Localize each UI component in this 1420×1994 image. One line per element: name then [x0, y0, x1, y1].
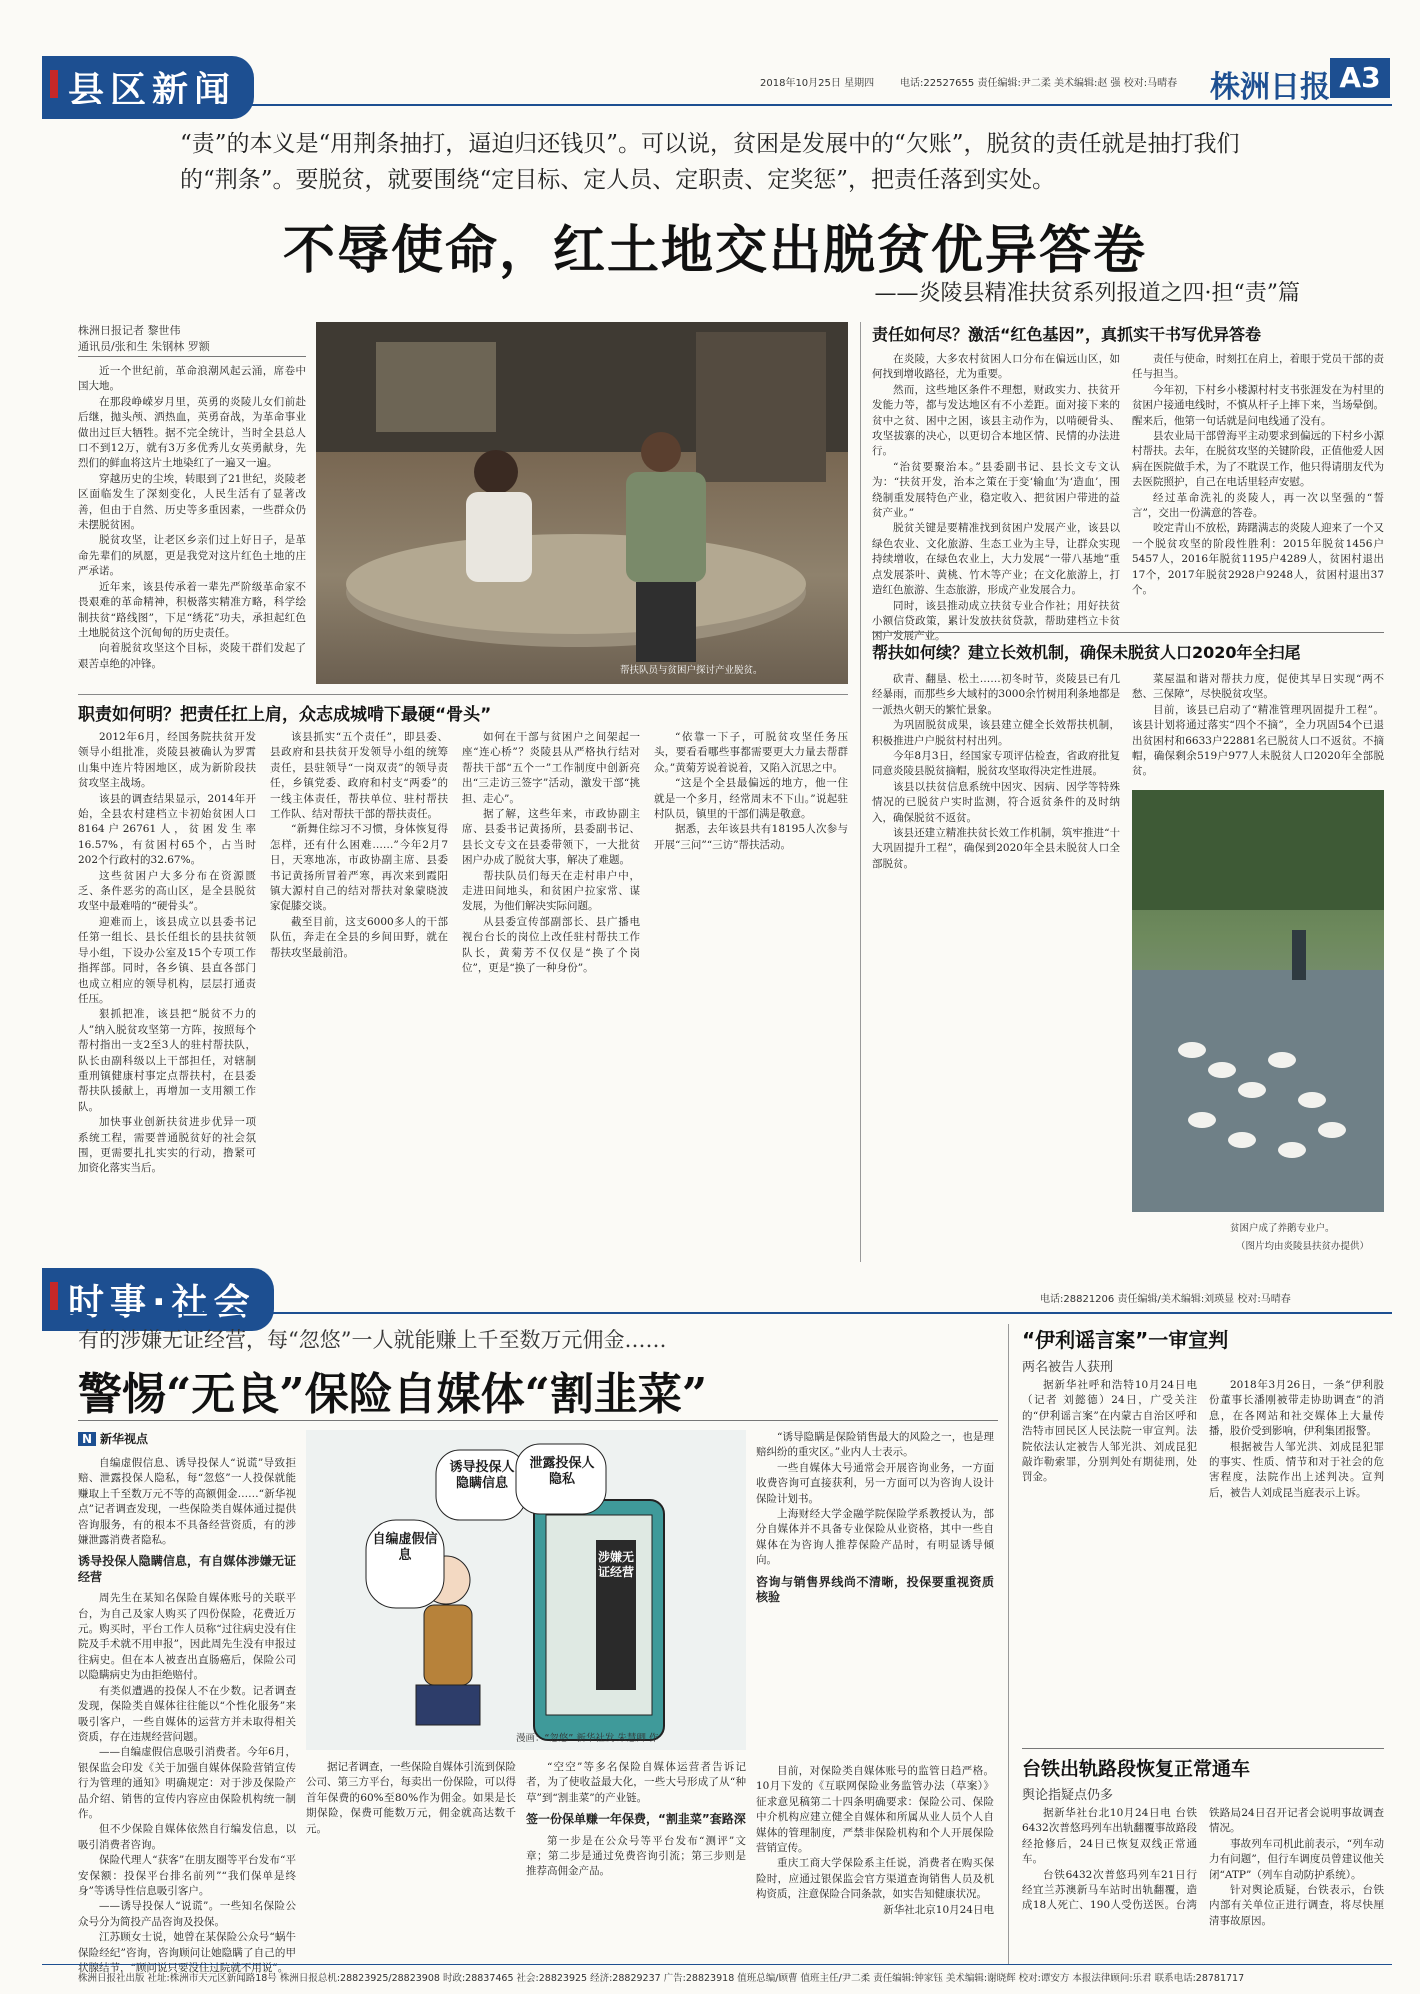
lead-subtitle: ——炎陵县精准扶贫系列报道之四·担“责”篇 — [874, 281, 1300, 306]
paragraph: 同时，该县推动成立扶贫专业合作社；用好扶贫小额信贷政策，累计发放扶贫贷款，帮助建档立卡贫困户发展产业。 — [872, 599, 1120, 643]
paragraph: “治贫要聚治本。”县委副书记、县长文专文认为：“扶贫开发，治本之策在于变‘输血’为‘造血’，围绕制重发展特色产业，稳定收入、把贫困户带进的益贫产业。” — [872, 460, 1120, 520]
side2-rule — [1022, 1748, 1384, 1749]
paragraph: 针对舆论质疑，台铁表示，台铁内部有关单位正进行调查，将尽快厘清事故原因。 — [1209, 1884, 1384, 1927]
paragraph: 上海财经大学金融学院保险学系教授认为，部分自媒体并不具备专业保险从业资格，其中一些自媒体在为咨询人推荐保险产品时，有明显诱导倾向。 — [756, 1508, 994, 1567]
paragraph: 2018年3月26日，一条“伊利股份董事长潘刚被带走协助调查”的消息，在各网站和社交媒体上大量传播，股价受到影响，伊利集团报警。 — [1209, 1379, 1384, 1438]
byline-rule — [78, 356, 306, 357]
paragraph: 为巩固脱贫成果，该县建立健全长效帮扶机制，积极推进户户脱贫村村出列。 — [872, 719, 1120, 747]
article-b-kicker: 有的涉嫌无证经营，每“忽悠”一人就能赚上千至数万元佣金…… — [78, 1328, 667, 1352]
sec2-col1 — [872, 352, 1120, 643]
subhead: 诱导投保人隐瞒信息，有自媒体涉嫌无证经营 — [78, 1554, 296, 1584]
header-editors: 电话:22527655 责任编辑:尹二柔 美术编辑:赵 强 校对:马晴春 — [900, 78, 1178, 89]
paragraph: 加快事业创新扶贫进步优异一项系统工程，需要普通脱贫好的社会氛围，更需要扎扎实实的行动，撸紧可加资化落实当后。 — [78, 1116, 256, 1175]
sec1-col3 — [462, 730, 640, 1250]
paragraph: 近一个世纪前，革命浪潮风起云涌，席卷中国大地。 — [78, 365, 306, 393]
paragraph: 在炎陵，大多农村贫困人口分布在偏远山区，如何找到增收路径，尤为重要。 — [872, 353, 1120, 381]
paragraph: 事故列车司机此前表示，“列车动力有问题”，但行车调度员曾建议他关闭“ATP”（列车自动防护系统）。 — [1209, 1837, 1384, 1881]
paragraph: 向着脱贫攻坚这个目标，炎陵干群们发起了艰苦卓绝的冲锋。 — [78, 642, 306, 670]
sec1-col2 — [270, 730, 448, 1250]
paragraph: 保险代理人“获客”在朋友圈等平台发布“平安保额：投保平台排名前列”“我们保单是终身”等诱导性信息吸引客户。 — [78, 1854, 296, 1897]
masthead: 株洲日报 — [1210, 70, 1330, 105]
paragraph: 咬定青山不放松，踌躇满志的炎陵人迎来了一个又一个脱贫攻坚的阶段性胜利：2015年脱贫1456户5457人，2016年脱贫1195户4289人，贫困村退出17个，2017年脱贫2928户9248人，贫困村退出37个。 — [1132, 522, 1384, 597]
badge-n-icon: N — [78, 1432, 96, 1446]
footer-text: 株洲日报社出版 社址:株洲市天元区新闻路18号 株洲日报总机:28823925/28823908 时政:28837465 社会:28823925 经济:28829237 广告:28823918 值班总编/顾曹 值班主任/尹二柔 责任编辑:钟家钰 美术编辑:谢晓辉 校对:谭安方 本报法律顾问:乐君 联系电话:28781717 — [78, 1973, 1245, 1984]
sec1-col1 — [78, 730, 256, 1250]
sec3-rule — [872, 632, 1384, 633]
paragraph: 一些自媒体大号通常会开展咨询业务，一方面收费咨询可直接获利，另一方面可以为咨询人设计保险计划书。 — [756, 1461, 994, 1505]
subhead: 签一份保单赚一年保费，“割韭菜”套路深 — [526, 1812, 746, 1827]
byline-correspondents: 通讯员/张和生 朱钢林 罗额 — [78, 340, 210, 353]
paragraph: 台铁6432次普悠玛列车21日行经宜兰苏澳新马车站时出轨翻覆，造成18人死亡、190人受伤送医。台湾铁路局24日召开记者会说明事故调查情况。 — [1022, 1807, 1384, 1912]
sec1-col4 — [654, 730, 848, 1250]
lead-intro: “责”的本义是“用荆条抽打，逼迫归还钱贝”。可以说，贫困是发展中的“欠账”，脱贫的责任就是抽打我们的“荆条”。要脱贫，就要围绕“定目标、定人员、定职责、定奖惩”，把责任落到实处。 — [180, 131, 1240, 193]
cartoon-label-2: 泄露投保人隐私 — [529, 1456, 595, 1487]
paragraph: 第一步是在公众号等平台发布“测评”文章；第二步是通过免费咨询引流；第三步则是推荐高佣金产品。 — [526, 1834, 746, 1878]
paragraph: 经过革命洗礼的炎陵人，再一次以坚强的“誓言”，交出一份满意的答卷。 — [1132, 491, 1384, 520]
paragraph: 目前，该县已启动了“精准管理巩固提升工程”。该县计划将通过落实“四个不摘”，全力巩固54个已退出贫困村和6633户22881名已脱贫人口不返贫。不摘帽，确保剩余519户977人未脱贫人口2020年全部脱贫。 — [1132, 703, 1384, 778]
section-tab-current-affairs: 时事·社会 — [42, 1268, 274, 1331]
cartoon-label-4: 涉嫌无证经营 — [598, 1550, 635, 1579]
paragraph: ——自编虚假信息吸引消费者。今年6月，银保监会印发《关于加强自媒体保险营销宣传行为管理的通知》明确规定：对于涉及保险产品介绍、销售的宣传内容应由保险机构统一制作。 — [78, 1746, 296, 1820]
paragraph: 脱贫攻坚，让老区乡亲们过上好日子，是革命先辈们的夙愿，更是我党对这片红色土地的庄严承诺。 — [78, 534, 306, 578]
col-divider-b — [1008, 1324, 1009, 1964]
paragraph: 县农业局干部曾海平主动要求到偏远的下村乡小源村帮扶。去年，在脱贫攻坚的关键阶段，正值他爱人因病在医院做手术，为了不耽误工作，他只得请朋友代为去医院照护，自己在电话里轻声安慰。 — [1132, 430, 1384, 489]
header-date: 2018年10月25日 星期四 — [760, 78, 875, 89]
paragraph: 截至目前，这支6000多人的干部队伍，奔走在全县的乡间田野，就在帮扶攻坚最前沿。 — [270, 915, 448, 959]
paragraph: 该县抓实“五个责任”，即县委、县政府和县扶贫开发领导小组的统筹责任，县驻领导“一岗双责”的领导责任，乡镇党委、政府和村支“两委”的一线主体责任，帮扶单位、驻村帮扶工作队、结对帮扶干部的帮扶责任。 — [270, 731, 448, 821]
sec2-heading: 责任如何尽？激活“红色基因”，真抓实干书写优异答卷 — [872, 325, 1262, 344]
side1-body — [1022, 1378, 1384, 1740]
photo-credit: （图片均由炎陵县扶贫办提供） — [1236, 1241, 1370, 1252]
lead-title: 不辱使命，红土地交出脱贫优异答卷 — [282, 221, 1147, 281]
cartoon-caption: 漫画：“忽悠” 新华社发 朱慧卿 作 — [516, 1733, 659, 1744]
sec1-heading: 职责如何明？把责任扛上肩，众志成城啃下最硬“骨头” — [78, 705, 492, 725]
paragraph: 如何在干部与贫困户之间架起一座“连心桥”？炎陵县从严格执行结对帮扶干部“五个一”工作制度中创新亮出“三走访三签字”活动，激发干部“挑担、走心”。 — [462, 731, 640, 805]
paragraph: 近年来，该县传承着一辈先严阶级革命家不畏艰难的革命精神，积极落实精准方略，科学绘制扶贫“路线图”，下足“绣花”功夫，承担起红色土地脱贫这个沉甸甸的历史责任。 — [78, 580, 306, 639]
paragraph: 砍青、翻垦、松土……初冬时节，炎陵县已有几经暴雨，而那些乡大域村的3000余竹树用利条地都是一派热火朝天的繁忙景象。 — [872, 673, 1120, 716]
paragraph: 2012年6月，经国务院扶贫开发领导小组批准，炎陵县被确认为罗霄山集中连片特困地区，成为新阶段扶贫攻坚主战场。 — [78, 731, 256, 790]
art-b-col3 — [756, 1430, 994, 1760]
art-b-col2b — [306, 1760, 516, 1960]
sec2-col2 — [1132, 352, 1384, 622]
paragraph: 周先生在某知名保险自媒体账号的关联平台，为自己及家人购买了四份保险，花费近万元。购买时，平台工作人员称“过往病史没有住院及手术就不用申报”，因此周先生没有申报过往病史。但在本人被查出直肠癌后，保险公司以隐瞒病史为由拒绝赔付。 — [78, 1592, 296, 1682]
paragraph: 然而，这些地区条件不理想，财政实力、扶贫开发能力等，都与发达地区有不小差距。面对接下来的贫中之贫、困中之困，该县主动作为，以啃硬骨头、攻坚拔寨的决心，以更切合本地区情、民情的办法进行。 — [872, 383, 1120, 458]
sec1-rule — [78, 694, 848, 695]
paragraph: 今年8月3日，经国家专项评估检查，省政府批复同意炎陵县脱贫摘帽，脱贫攻坚取得决定性进展。 — [872, 750, 1120, 778]
cartoon — [306, 1430, 746, 1750]
paragraph: 据悉，去年该县共有18195人次参与开展“三问”“三访”帮扶活动。 — [654, 823, 848, 851]
col1-body — [78, 364, 306, 670]
paragraph: 目前，对保险类自媒体账号的监管日趋严格。10月下发的《互联网保险业务监管办法（草案）》征求意见稿第二十四条明确要求：保险公司、保险中介机构应建立健全自媒体和所属从业人员个人自媒体的管理制度，严禁非保险机构和个人开展保险营销宣传。 — [756, 1765, 994, 1855]
section-tab-county-news: 县区新闻 — [42, 56, 254, 119]
paragraph: 重庆工商大学保险系主任说，消费者在购买保险时，应通过银保监会官方渠道查询销售人员及机构资质，注意保险合同条款，如实告知健康状况。 — [756, 1857, 994, 1901]
section2-rule — [42, 1312, 1392, 1314]
page-number: A3 — [1330, 58, 1390, 98]
side1-title: “伊利谣言案”一审宣判 — [1022, 1328, 1229, 1352]
paragraph: 该县的调查结果显示，2014年开始，全县农村建档立卡初始贫困人口8164户26761人，贫困发生率16.57%，有贫困村65个，占当时202个行政村的32.67%。 — [78, 792, 256, 867]
paragraph: 狠抓把准，该县把“脱贫不力的人”纳入脱贫攻坚第一方阵，按照每个帮村指出一支2至3人的驻村帮扶队，队长由副科级以上干部担任，对辖制重刑镇健康村事定点帮扶村，在县委帮扶队援献上，再增加一支用额工作队。 — [78, 1008, 256, 1113]
footer-rule — [42, 1964, 1392, 1965]
art-b-col2c — [526, 1760, 746, 1960]
paragraph: 据了解，这些年来，市政协副主席、县委书记黄扬所，县委副书记、县长文专文在县委带领下，一大批贫困户办成了脱贫大事，解决了难题。 — [462, 808, 640, 867]
paragraph: 有类似遭遇的投保人不在少数。记者调查发现，保险类自媒体往往能以“个性化服务”来吸引客户，一些自媒体的运营方并未取得相关资质，存在违规经营问题。 — [78, 1684, 296, 1743]
geese-photo — [1132, 790, 1384, 1212]
paragraph: 今年初，下村乡小楼源村村支书张涯发在为村里的贫困户接通电线时，不慎从杆子上摔下来，当场晕倒。醒来后，他第一句话就是问电线通了没有。 — [1132, 383, 1384, 427]
paragraph: 从县委宣传部副部长、县广播电视台台长的岗位上改任驻村帮扶工作队长，黄菊芳不仅仅是“换了个岗位”，更是“换了一种身份”。 — [462, 915, 640, 975]
paragraph: 在那段峥嵘岁月里，英勇的炎陵儿女们前赴后继，抛头颅、洒热血，英勇奋战，为革命事业做出过巨大牺牲。据不完全统计，当时全县总人口不到12万，就有3万多优秀儿女英勇献身，先烈们的鲜血将这片土地染红了一遍又一遍。 — [78, 395, 306, 470]
paragraph: 据新华社呼和浩特10月24日电（记者 刘懿德）24日，广受关注的“伊利谣言案”在内蒙古自治区呼和浩特市回民区人民法院一审宣判。法院依法认定被告人邹光洪、刘成昆犯敲诈勒索罪，分别判处有期徒刑，处罚金。 — [1022, 1379, 1197, 1484]
paragraph: 脱贫关键是要精准找到贫困户发展产业，该县以绿色农业、文化旅游、生态工业为主导，让群众实现持续增收，在绿色农业上，大力发展“一带八基地”重点发展茶叶、黄桃、竹木等产业；在文化旅游上，打造红色旅游、生态旅游，形成产业发展合力。 — [872, 522, 1120, 597]
side1-subtitle: 两名被告人获刑 — [1022, 1360, 1114, 1375]
paragraph: 责任与使命，时刻扛在肩上，着眼于党员干部的责任与担当。 — [1132, 353, 1384, 381]
paragraph: 迎难而上，该县成立以县委书记任第一组长、县长任组长的县扶贫领导小组，下设办公室及15个专项工作指挥部。同时，各乡镇、县直各部门也成立相应的领导机构，层层打通责任压。 — [78, 915, 256, 1005]
paragraph: 该县以扶贫信息系统中因灾、因病、因学等特殊情况的已脱贫户实时监测，符合返贫条件的及时纳入，确保脱贫不返贫。 — [872, 780, 1120, 824]
paragraph: 江苏顾女士说，她曾在某保险公众号“蜗牛保险经纪”咨询，咨询顾问让她隐瞒了自己的甲状腺结节，“顾问说只要没住过院就不用说”。 — [78, 1931, 296, 1974]
side2-subtitle: 舆论指疑点仍多 — [1022, 1788, 1114, 1803]
cartoon-label-1: 诱导投保人隐瞒信息 — [449, 1460, 515, 1491]
sec3-heading: 帮扶如何续？建立长效机制，确保未脱贫人口2020年全扫尾 — [872, 643, 1301, 662]
paragraph: 帮扶队员们每天在走村串户中，走进田间地头，和贫困户拉家常、谋发展，为他们解决实际问题。 — [462, 869, 640, 913]
paragraph: 自编虚假信息、诱导投保人“说谎”导致拒赔、泄露投保人隐私，每“忽悠”一人投保就能赚取上千至数万元不等的高额佣金……“新华视点”记者调查发现，一些保险类自媒体通过提供咨询服务，有的根本不具备经营资质，有的涉嫌泄露消费者隐私。 — [78, 1457, 296, 1547]
paragraph: 根据被告人邹光洪、刘成昆犯罪的事实、性质、情节和对于社会的危害程度，法院作出上述判决。宣判后，被告人刘成昆当庭表示上诉。 — [1209, 1440, 1384, 1499]
paragraph: “这是个全县最偏远的地方，他一住就是一个多月，经常周末不下山。”说起驻村队员，镇里的干部们满是敬意。 — [654, 777, 848, 821]
article-b-rule — [78, 1420, 998, 1421]
art-b-col3b — [756, 1764, 994, 1960]
col-divider — [860, 322, 861, 1262]
xinhua-badge — [78, 1430, 148, 1447]
lead-photo-caption: 帮扶队员与贫困户探讨产业脱贫。 — [620, 665, 763, 676]
paragraph: “新舞住综习不习惯，身体恢复得怎样，还有什么困难……”今年2月7日，天寒地冻，市政协副主席、县委书记黄扬所冒着严寒，再次来到霞阳镇大源村自己的结对帮扶对象蒙晓波家促膝交谈。 — [270, 823, 448, 913]
side2-title: 台铁出轨路段恢复正常通车 — [1022, 1758, 1251, 1780]
subhead: 咨询与销售界线尚不清晰，投保要重视资质核验 — [756, 1574, 994, 1605]
paragraph: 这些贫困户大多分布在资源匮乏、条件恶劣的高山区，是全县脱贫攻坚中最难啃的“硬骨头”。 — [78, 869, 256, 913]
header-rule — [42, 104, 1392, 106]
geese-scene — [1132, 790, 1384, 1212]
paragraph: 该县还建立精准扶贫长效工作机制，筑牢推进“十大巩固提升工程”，确保到2020年全县未脱贫人口全部脱贫。 — [872, 827, 1120, 870]
side2-body — [1022, 1806, 1384, 1958]
paragraph: “依靠一下子，可脱贫攻坚任务压头，要看看哪些事都需要更大力量去帮群众。”黄菊芳说着说着，又陷入沉思之中。 — [654, 731, 848, 774]
cartoon-label-3: 自编虚假信息 — [372, 1532, 438, 1563]
paragraph: 据新华社台北10月24日电 台铁6432次普悠玛列车出轨翻覆事故路段经抢修后，24日已恢复双线正常通车。 — [1022, 1807, 1197, 1866]
geese-photo-caption: 贫困户成了养鹅专业户。 — [1230, 1223, 1335, 1234]
paragraph: “诱导隐瞒是保险销售最大的风险之一，也是理赔纠纷的重灾区。”业内人士表示。 — [756, 1431, 994, 1459]
article-b-title: 警惕“无良”保险自媒体“割韭菜” — [78, 1369, 708, 1420]
paragraph: 据记者调查，一些保险自媒体引流到保险公司、第三方平台，每卖出一份保险，可以得首年保费的60%至80%作为佣金。如果是长期保险，保费可能数万元，佣金就高达数千元。 — [306, 1761, 516, 1835]
badge-label: 新华视点 — [100, 1432, 149, 1446]
paragraph: ——诱导投保人“说谎”。一些知名保险公众号分为简投产品咨询及投保。 — [78, 1900, 296, 1928]
lead-photo — [316, 322, 848, 684]
art-b-col1 — [78, 1456, 296, 1974]
paragraph: 但不少保险自媒体依然自行编发信息，以吸引消费者咨询。 — [78, 1823, 296, 1851]
paragraph: 菜屋温和谐对帮扶力度，促使其早日实现“两不愁、三保障”，尽快脱贫攻坚。 — [1132, 673, 1384, 701]
paragraph: 穿越历史的尘埃，转眼到了21世纪，炎陵老区面临发生了深刻变化，人民生活有了显著改善，但由于自然、历史等多重因素，一些群众仍未摆脱贫困。 — [78, 472, 306, 532]
paragraph: 新华社北京10月24日电 — [883, 1903, 994, 1916]
byline-reporter: 株洲日报记者 黎世伟 — [78, 324, 181, 337]
section2-editors: 电话:28821206 责任编辑/美术编辑:刘瑛显 校对:马晴春 — [1040, 1294, 1291, 1305]
sec3-col1 — [872, 672, 1120, 1242]
lead-photo-scene — [316, 322, 848, 684]
sec3-col2 — [1132, 672, 1384, 782]
paragraph: “空空”等多名保险自媒体运营者告诉记者，为了使收益最大化，一些大号形成了从“种草”到“割韭菜”的产业链。 — [526, 1761, 746, 1804]
